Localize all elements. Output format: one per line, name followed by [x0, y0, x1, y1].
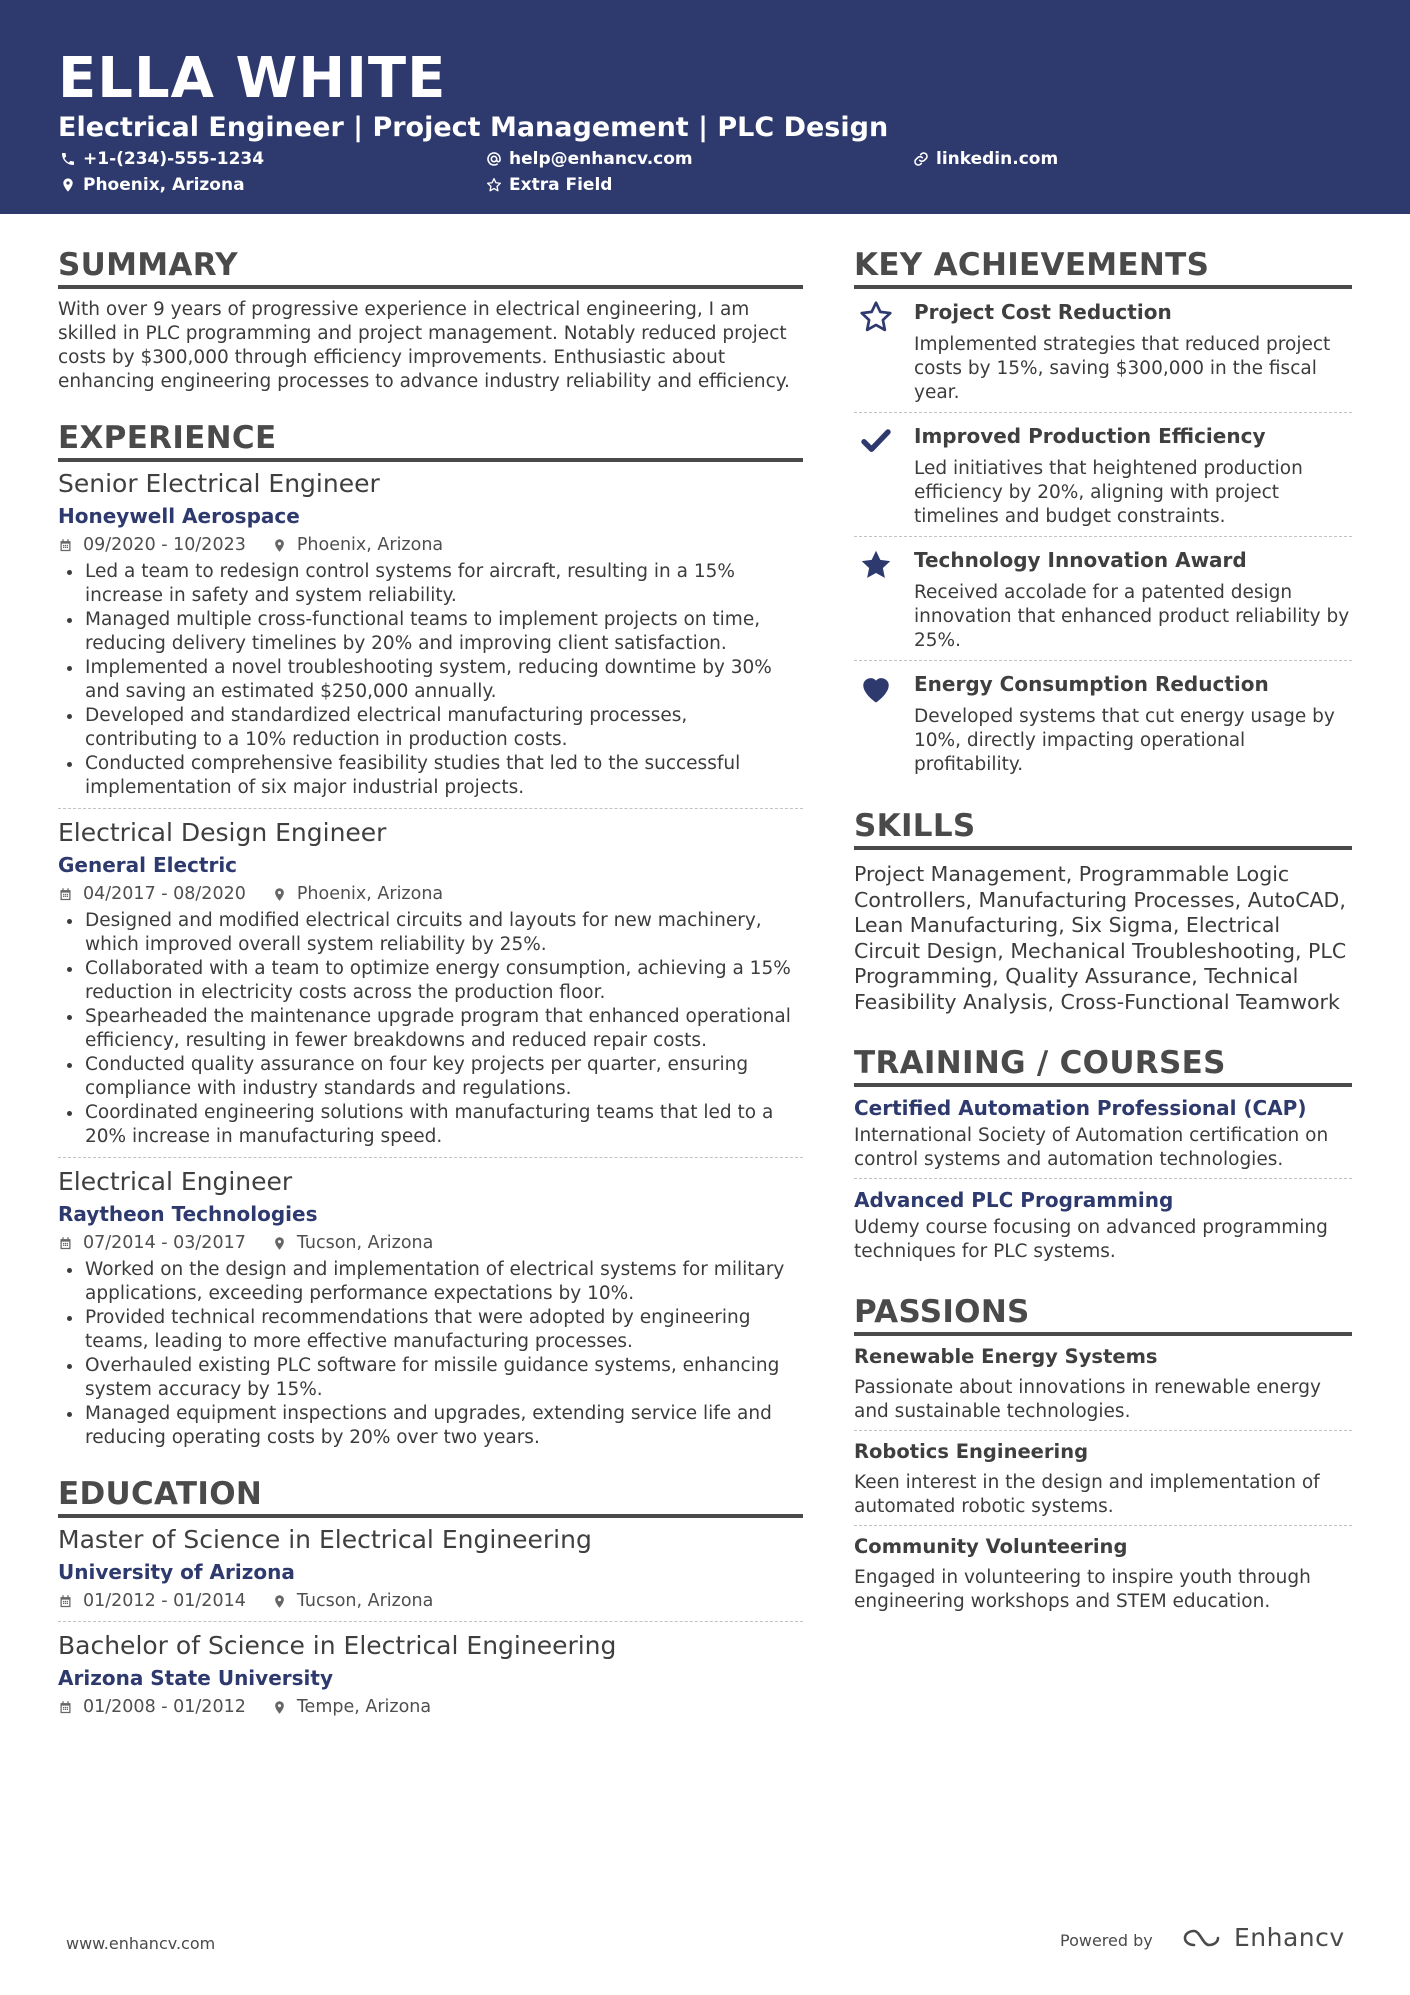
skills-section — [854, 808, 1352, 1015]
job-bullets — [58, 909, 803, 1149]
bullet-item: Conducted quality assurance on four key projects per quarter, ensuring compliance with industry standards and regulations. — [58, 1053, 803, 1101]
calendar-icon — [58, 538, 73, 553]
education-list — [58, 1524, 803, 1727]
company-name: Honeywell Aerospace — [58, 504, 300, 528]
section-title: SKILLS — [854, 808, 1352, 850]
bullet-item: Led a team to redesign control systems for aircraft, resulting in a 15% increase in safety and system reliability. — [58, 560, 803, 608]
achievement-title: Improved Production Efficiency — [914, 424, 1266, 448]
experience-section — [58, 420, 803, 1458]
bullet-item: Implemented a novel troubleshooting system, reducing downtime by 30% and saving an estimated $250,000 annually. — [58, 656, 803, 704]
achievement-title: Technology Innovation Award — [914, 548, 1247, 572]
checkmark-icon — [858, 423, 894, 459]
bullet-item: Overhauled existing PLC software for missile guidance systems, enhancing system accuracy by 15%. — [58, 1354, 803, 1402]
location-pin-icon — [272, 1594, 287, 1609]
bullet-item: Developed and standardized electrical manufacturing processes, contributing to a 10% reduction in production costs. — [58, 704, 803, 752]
job-entry — [58, 1157, 803, 1458]
achievement-item — [854, 661, 1352, 784]
course-title: Certified Automation Professional (CAP) — [854, 1096, 1307, 1120]
degree-title: Bachelor of Science in Electrical Engineering — [58, 1631, 617, 1660]
achievement-desc: Received accolade for a patented design innovation that enhanced product reliability by 25%. — [914, 582, 1350, 651]
passion-title: Renewable Energy Systems — [854, 1345, 1158, 1368]
course-title: Advanced PLC Programming — [854, 1188, 1174, 1212]
job-dates: 09/2020 - 10/2023 — [83, 535, 246, 555]
bullet-item: Worked on the design and implementation of electrical systems for military applications, exceeding performance expectations by 10%. — [58, 1258, 803, 1306]
achievement-item — [854, 289, 1352, 413]
star-filled-icon — [858, 547, 894, 583]
section-title: SUMMARY — [58, 247, 803, 289]
company-name: Raytheon Technologies — [58, 1202, 318, 1226]
passion-item — [854, 1431, 1352, 1526]
job-dates: 04/2017 - 08/2020 — [83, 884, 246, 904]
email-link[interactable]: help@enhancv.com — [509, 149, 693, 169]
course-item — [854, 1179, 1352, 1270]
course-desc: International Society of Automation certification on control systems and automation technologies. — [854, 1125, 1329, 1170]
passion-item — [854, 1336, 1352, 1431]
achievements-section — [854, 247, 1352, 784]
job-entry — [58, 468, 803, 808]
section-title: PASSIONS — [854, 1294, 1352, 1336]
job-location: Phoenix, Arizona — [296, 884, 444, 904]
bullet-item: Conducted comprehensive feasibility studies that led to the successful implementation of six major industrial projects. — [58, 752, 803, 800]
extra-field-text: Extra Field — [509, 175, 613, 195]
footer-powered-by: Powered by — [1060, 1931, 1153, 1950]
bullet-item: Collaborated with a team to optimize energy consumption, achieving a 15% reduction in electricity costs across the production floor. — [58, 957, 803, 1005]
job-meta — [58, 1231, 803, 1255]
linkedin-link[interactable]: linkedin.com — [936, 149, 1059, 169]
calendar-icon — [58, 1236, 73, 1251]
course-desc: Udemy course focusing on advanced programming techniques for PLC systems. — [854, 1217, 1328, 1262]
job-list — [58, 468, 803, 1458]
skills-text: Project Management, Programmable Logic Controllers, Manufacturing Processes, AutoCAD, Lean Manufacturing, Six Sigma, Electrical Circuit Design, Mechanical Troubleshooting, PLC Programming, Quality Assurance, Technical Feasibility Analysis, Cross-Functional Teamwork — [854, 862, 1347, 1014]
star-outline-icon — [486, 177, 502, 193]
footer-website-link[interactable]: www.enhancv.com — [66, 1934, 216, 1953]
contact-linkedin[interactable] — [913, 148, 1058, 170]
job-bullets — [58, 1258, 803, 1450]
calendar-icon — [58, 1594, 73, 1609]
education-section — [58, 1476, 803, 1727]
job-title: Senior Electrical Engineer — [58, 469, 380, 498]
calendar-icon — [58, 1700, 73, 1715]
phone-icon — [60, 151, 76, 167]
degree-title: Master of Science in Electrical Engineering — [58, 1525, 592, 1554]
summary-text: With over 9 years of progressive experience in electrical engineering, I am skilled in PLC programming and project management. Notably reduced project costs by $300,000 through efficiency improvements. Enthusiastic about enhancing engineering processes to advance industry reliability and efficiency. — [58, 299, 790, 392]
resume-header — [0, 0, 1410, 214]
bullet-item: Designed and modified electrical circuits and layouts for new machinery, which improved overall system reliability by 25%. — [58, 909, 803, 957]
link-icon — [913, 151, 929, 167]
passion-list — [854, 1336, 1352, 1620]
education-dates: 01/2012 - 01/2014 — [83, 1591, 246, 1611]
bullet-item: Spearheaded the maintenance upgrade program that enhanced operational efficiency, resulting in fewer breakdowns and reduced repair costs. — [58, 1005, 803, 1053]
enhancv-brand-text: Enhancv — [1234, 1923, 1345, 1952]
bullet-item: Managed equipment inspections and upgrades, extending service life and reducing operating costs by 20% over two years. — [58, 1402, 803, 1450]
section-title: KEY ACHIEVEMENTS — [854, 247, 1352, 289]
course-item — [854, 1087, 1352, 1179]
education-entry — [58, 1621, 803, 1727]
location-pin-icon — [272, 1700, 287, 1715]
achievements-list — [854, 289, 1352, 784]
job-bullets — [58, 560, 803, 800]
achievement-item — [854, 413, 1352, 537]
passion-title: Community Volunteering — [854, 1535, 1128, 1558]
phone-text: +1-(234)-555-1234 — [83, 149, 265, 169]
at-icon — [486, 151, 502, 167]
section-title: EDUCATION — [58, 1476, 803, 1518]
bullet-item: Managed multiple cross-functional teams to implement projects on time, reducing delivery timelines by 20% and improving client satisfaction. — [58, 608, 803, 656]
achievement-title: Energy Consumption Reduction — [914, 672, 1269, 696]
enhancv-logo-icon — [1180, 1926, 1226, 1950]
section-title: EXPERIENCE — [58, 420, 803, 462]
star-outline-icon — [858, 299, 894, 335]
education-meta — [58, 1695, 803, 1719]
course-list — [854, 1087, 1352, 1270]
passion-desc: Engaged in volunteering to inspire youth through engineering workshops and STEM education. — [854, 1567, 1311, 1612]
location-text: Phoenix, Arizona — [83, 175, 245, 195]
education-entry — [58, 1524, 803, 1621]
education-dates: 01/2008 - 01/2012 — [83, 1697, 246, 1717]
achievement-desc: Implemented strategies that reduced project costs by 15%, saving $300,000 in the fiscal year. — [914, 334, 1331, 403]
school-name: Arizona State University — [58, 1666, 333, 1690]
training-section — [854, 1045, 1352, 1270]
location-pin-icon — [272, 1236, 287, 1251]
bullet-item: Provided technical recommendations that were adopted by engineering teams, leading to more effective manufacturing processes. — [58, 1306, 803, 1354]
summary-section — [58, 247, 803, 394]
passion-title: Robotics Engineering — [854, 1440, 1089, 1463]
location-pin-icon — [60, 177, 76, 193]
passion-desc: Keen interest in the design and implementation of automated robotic systems. — [854, 1472, 1320, 1517]
company-name: General Electric — [58, 853, 238, 877]
job-entry — [58, 808, 803, 1157]
enhancv-logo[interactable] — [1180, 1923, 1345, 1952]
education-location: Tucson, Arizona — [296, 1591, 434, 1611]
candidate-headline: Electrical Engineer | Project Management | PLC Design — [58, 112, 889, 143]
achievement-title: Project Cost Reduction — [914, 300, 1172, 324]
achievement-desc: Led initiatives that heightened production efficiency by 20%, aligning with project timelines and budget constraints. — [914, 458, 1303, 527]
calendar-icon — [58, 887, 73, 902]
job-dates: 07/2014 - 03/2017 — [83, 1233, 246, 1253]
job-meta — [58, 533, 803, 557]
heart-icon — [858, 671, 894, 707]
bullet-item: Coordinated engineering solutions with manufacturing teams that led to a 20% increase in manufacturing speed. — [58, 1101, 803, 1149]
candidate-name: ELLA WHITE — [58, 46, 447, 111]
job-location: Tucson, Arizona — [296, 1233, 434, 1253]
section-title: TRAINING / COURSES — [854, 1045, 1352, 1087]
achievement-desc: Developed systems that cut energy usage by 10%, directly impacting operational profitability. — [914, 706, 1335, 775]
school-name: University of Arizona — [58, 1560, 295, 1584]
job-meta — [58, 882, 803, 906]
passion-item — [854, 1526, 1352, 1620]
achievement-item — [854, 537, 1352, 661]
job-title: Electrical Design Engineer — [58, 818, 387, 847]
contact-location — [60, 174, 245, 196]
contact-phone — [60, 148, 264, 170]
contact-extra — [486, 174, 612, 196]
right-column — [854, 214, 1352, 1620]
contact-email[interactable] — [486, 148, 693, 170]
passions-section — [854, 1294, 1352, 1620]
job-title: Electrical Engineer — [58, 1167, 293, 1196]
left-column — [58, 214, 803, 1727]
education-meta — [58, 1589, 803, 1613]
location-pin-icon — [272, 538, 287, 553]
job-location: Phoenix, Arizona — [296, 535, 444, 555]
education-location: Tempe, Arizona — [296, 1697, 432, 1717]
passion-desc: Passionate about innovations in renewable energy and sustainable technologies. — [854, 1377, 1321, 1422]
location-pin-icon — [272, 887, 287, 902]
